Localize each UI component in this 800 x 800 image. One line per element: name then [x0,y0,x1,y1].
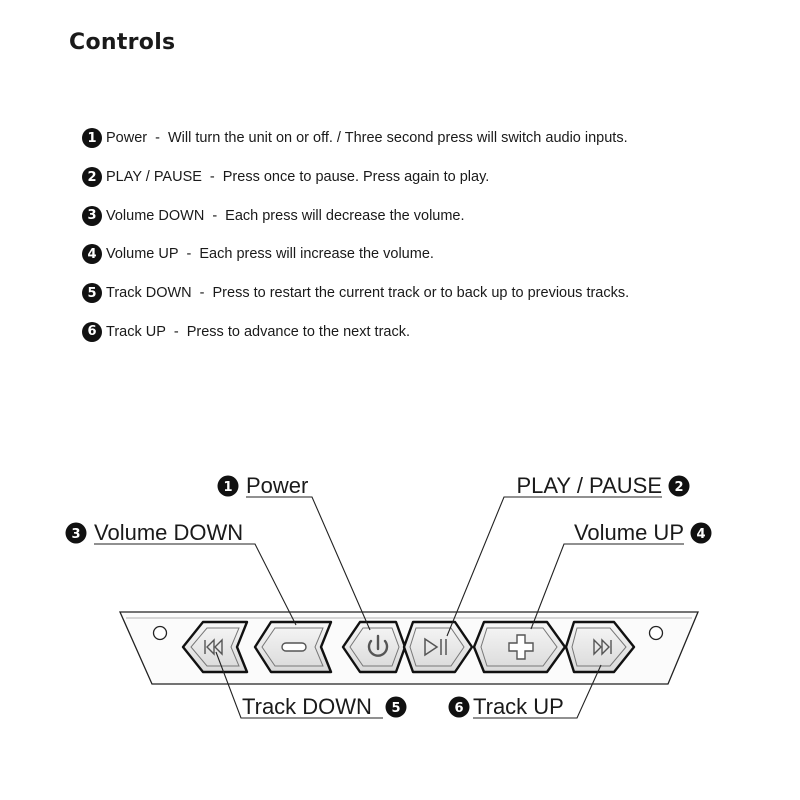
number-badge: 5 [82,283,102,303]
volume-up-button[interactable] [474,622,565,672]
item-name: Track UP [106,323,166,340]
play-pause-badge: 2 [674,480,684,495]
minus-icon [282,643,306,651]
item-name: Volume DOWN [106,207,205,224]
item-description: Press once to pause. Press again to play. [222,169,490,186]
volume-down-badge: 3 [71,527,81,542]
power-badge: 1 [223,480,233,495]
play-pause-label: PLAY / PAUSE [516,473,662,498]
volume-down-button[interactable] [255,622,331,672]
left-screw-hole [154,627,167,640]
track-up-label: Track UP [473,694,564,719]
item-description: Press to advance to the next track. [186,323,410,340]
item-name: Track DOWN [106,285,192,302]
track-down-label: Track DOWN [242,694,372,719]
separator: - [199,285,205,302]
number-badge: 2 [82,167,102,187]
separator: - [212,207,218,224]
power-label: Power [246,473,309,498]
item-name: Power [106,130,148,147]
track-down-badge: 5 [391,701,401,716]
item-name: Volume UP [106,246,179,263]
right-screw-hole [650,627,663,640]
number-badge: 1 [82,128,102,148]
track-up-badge: 6 [454,701,464,716]
separator: - [186,246,192,263]
separator: - [155,130,160,147]
volume-up-label: Volume UP [573,520,684,545]
separator: - [209,169,215,186]
separator: - [173,323,179,340]
volume-up-badge: 4 [696,527,706,542]
number-badge: 6 [82,322,102,342]
item-description: Each press will decrease the volume. [225,207,465,224]
item-description: Each press will increase the volume. [199,246,434,263]
item-name: PLAY / PAUSE [106,169,202,186]
volume-down-label: Volume DOWN [94,520,244,545]
page-title: Controls [69,30,176,55]
number-badge: 4 [82,244,102,264]
number-badge: 3 [82,206,102,226]
item-description: Press to restart the current track or to back up to previous tracks. [212,285,630,302]
item-description: Will turn the unit on or off. / Three second press will switch audio inputs. [167,130,628,147]
